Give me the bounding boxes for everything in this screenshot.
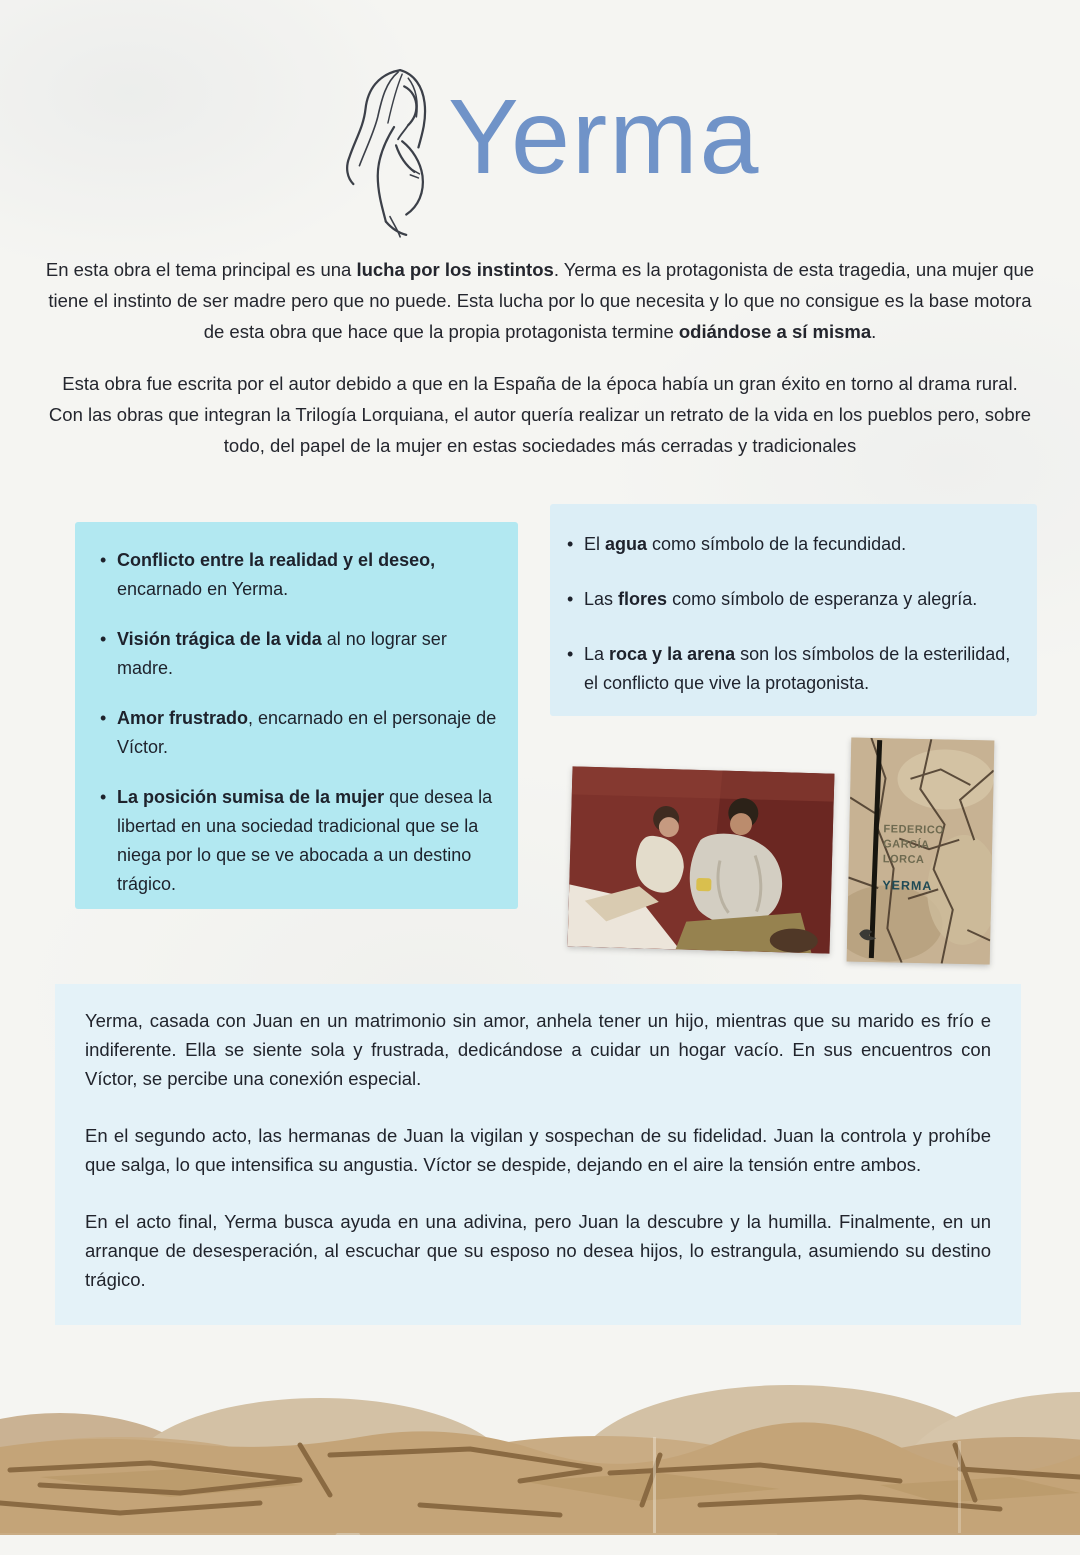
theme-bullet: • Conflicto entre la realidad y el deseo, encarnado en Yerma. [97, 546, 498, 604]
book-cover-author [883, 822, 945, 868]
themes-box [75, 522, 518, 909]
book-cover-author-line: LORCA [882, 853, 925, 867]
stage-photo-scene [568, 766, 835, 953]
intro-paragraph-2: Esta obra fue escrita por el autor debido a que en la España de la época había un gran éxito en torno al drama rural. Con las obras que integran la Trilogía Lorquiana, el autor quería realizar un retrato de la vida en los pueblos pero, sobre todo, del papel de la mujer en estas sociedades más cerradas y tradicionales [48, 373, 1032, 456]
book-cover [847, 738, 995, 965]
pregnant-woman-line-art-icon [336, 64, 450, 242]
book-cover-title: YERMA [882, 878, 933, 894]
theme-bullet: • Amor frustrado, encarnado en el personaje de Víctor. [97, 704, 498, 762]
symbol-bullet: • El agua como símbolo de la fecundidad. [564, 530, 1021, 559]
summary-paragraph-2: En el segundo acto, las hermanas de Juan la vigilan y sospechan de su fidelidad. Juan la controla y prohíbe que salga, lo que intensifica su angustia. Víctor se despide, dejando en el aire la tensión entre ambos. [85, 1125, 991, 1175]
intro-paragraph-1: En esta obra el tema principal es una lucha por los instintos. Yerma es la protagonista de esta tragedia, una mujer que tiene el instinto de ser madre pero que no puede. Esta lucha por lo que necesita y lo que no consigue es la base motora de esta obra que hace que la propia protagonista termine odiándose a sí misma. [45, 259, 1035, 342]
symbols-box [550, 504, 1037, 716]
summary-paragraph-1: Yerma, casada con Juan en un matrimonio sin amor, anhela tener un hijo, mientras que su marido es frío e indiferente. Ella se siente sola y frustrada, dedicándose a cuidar un hogar vacío. En sus encuentros con Víctor, se percibe una conexión especial. [85, 1010, 991, 1089]
symbols-list [564, 530, 1021, 698]
summary-box [55, 984, 1021, 1325]
book-cover-author-line: GARCÍA [883, 838, 930, 852]
desert-illustration [0, 1385, 1080, 1535]
theme-bullet: • Visión trágica de la vida al no lograr ser madre. [97, 625, 498, 683]
themes-list [97, 546, 498, 899]
summary-paragraph-3: En el acto final, Yerma busca ayuda en una adivina, pero Juan la descubre y la humilla. Finalmente, en un arranque de desesperación, al escuchar que su esposo no desea hijos, lo estrangula, asumiendo su destino trágico. [85, 1211, 991, 1290]
theme-bullet: • La posición sumisa de la mujer que desea la libertad en una sociedad tradicional que se la niega por lo que se ve abocada a un destino trágico. [97, 783, 498, 899]
page-title: Yerma [448, 78, 761, 196]
symbol-bullet: • Las flores como símbolo de esperanza y alegría. [564, 585, 1021, 614]
stage-photo [568, 766, 835, 953]
book-cover-author-line: FEDERICO [883, 823, 945, 837]
symbol-bullet: • La roca y la arena son los símbolos de la esterilidad, el conflicto que vive la protagonista. [564, 640, 1021, 698]
